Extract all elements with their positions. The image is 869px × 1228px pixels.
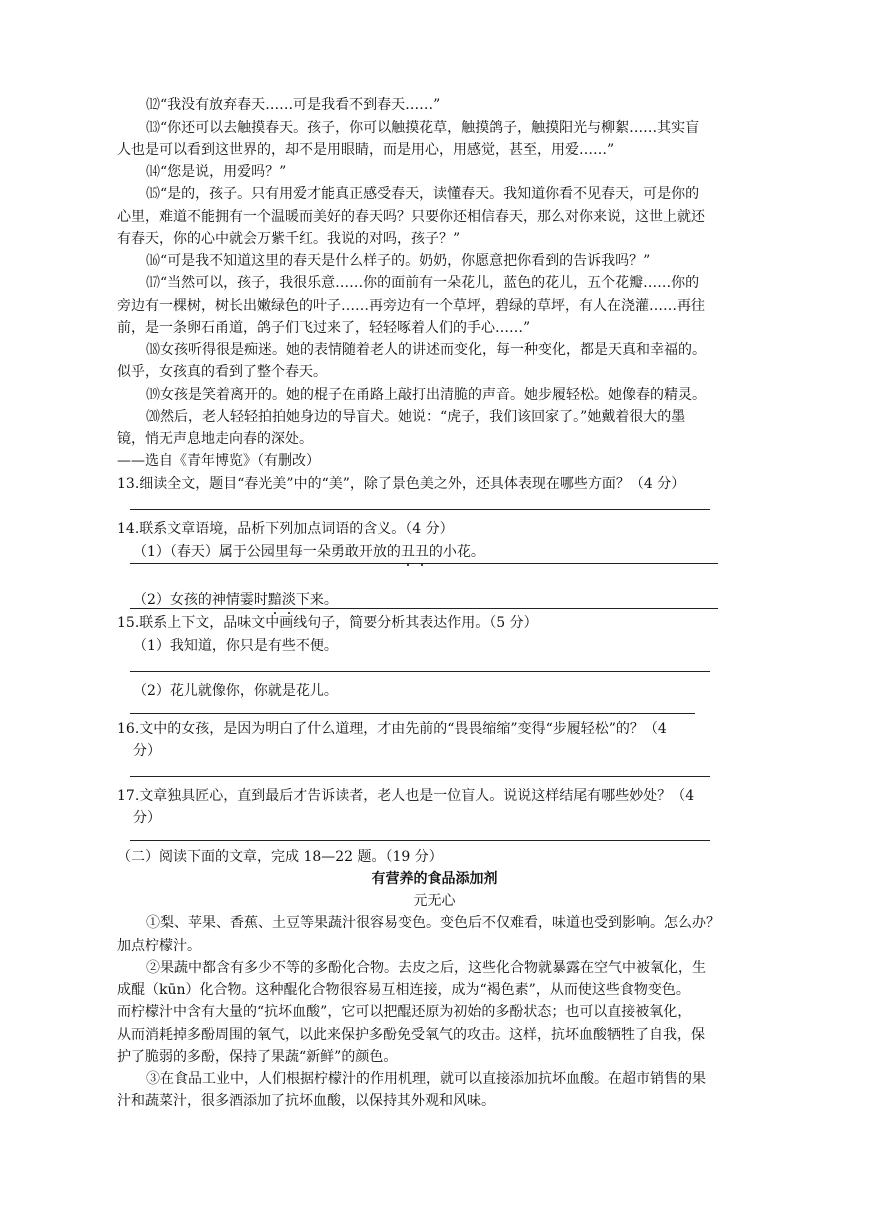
question-17-line-2: 分） xyxy=(133,810,161,826)
paragraph-17-line-2: 旁边有一棵树，树长出嫩绿色的叶子……再旁边有一个草坪，碧绿的草坪，有人在浇灌……再往 xyxy=(117,298,705,314)
article-paragraph-2-line-3: 而柠檬汁中含有大量的“抗坏血酸”，它可以把醌还原为初始的多酚状态；也可以直接被氧化， xyxy=(117,1004,692,1020)
paragraph-20-line-2: 镜，悄无声息地走向春的深处。 xyxy=(117,431,313,447)
answer-line-16 xyxy=(130,776,710,777)
paragraph-15-line-1: ⒂“是的，孩子。只有用爱才能真正感受春天，读懂春天。我知道你看不见春天，可是你的 xyxy=(146,186,700,202)
paragraph-16: ⒃“可是我不知道这里的春天是什么样子的。奶奶，你愿意把你看到的告诉我吗？” xyxy=(146,253,651,269)
paragraph-13-line-2: 人也是可以看到这世界的，却不是用眼睛，而是用心，用感觉，甚至，用爱……” xyxy=(117,142,615,158)
question-14-2-suffix: 下来。 xyxy=(295,592,338,608)
question-16-line-1: 16.文中的女孩，是因为明白了什么道理，才由先前的“畏畏缩缩”变得“步履轻松”的？（4 xyxy=(117,721,667,737)
article-paragraph-2-line-2: 成醌（kūn）化合物。这种醌化合物很容易互相连接，成为“褐色素”，从而使这些食物变色。 xyxy=(117,982,690,998)
answer-line-17 xyxy=(130,840,710,841)
question-14: 14.联系文章语境，品析下列加点词语的含义。（4 分） xyxy=(117,521,454,537)
question-14-1-prefix: （1）（春天）属于公园里每一朵勇敢开放的 xyxy=(133,544,401,560)
answer-line-15-1 xyxy=(130,671,710,672)
paragraph-12: ⑿“我没有放弃春天……可是我看不到春天……” xyxy=(146,97,441,113)
paragraph-17-line-3: 前，是一条卵石甬道，鸽子们飞过来了，轻轻啄着人们的手心……” xyxy=(117,320,531,336)
answer-line-15-2 xyxy=(130,713,695,714)
article-paragraph-1-line-2: 加点柠檬汁。 xyxy=(117,938,201,954)
article-paragraph-2-line-1: ②果蔬中都含有多少不等的多酚化合物。去皮之后，这些化合物就暴露在空气中被氧化，生 xyxy=(146,960,706,976)
paragraph-20-line-1: ⒇然后，老人轻轻拍拍她身边的导盲犬。她说：“虎子，我们该回家了。”她戴着很大的墨 xyxy=(146,409,686,425)
article-author: 元无心 xyxy=(413,893,456,909)
story-source: ——选自《青年博览》（有删改） xyxy=(117,453,320,469)
paragraph-13-line-1: ⒀“你还可以去触摸春天。孩子，你可以触摸花草，触摸鸽子，触摸阳光与柳絮……其实盲 xyxy=(146,120,700,136)
dotted-character: 丑 xyxy=(414,544,429,560)
article-paragraph-2-line-5: 护了脆弱的多酚，保持了果蔬“新鲜”的颜色。 xyxy=(117,1049,398,1065)
dotted-character: 丑 xyxy=(400,544,415,560)
dotted-character: 淡 xyxy=(281,592,296,608)
question-16-line-2: 分） xyxy=(133,743,161,759)
question-17-line-1: 17.文章独具匠心，直到最后才告诉读者，老人也是一位盲人。说说这样结尾有哪些妙处？（4 xyxy=(117,788,695,804)
article-title: 有营养的食品添加剂 xyxy=(371,871,498,887)
question-15-2: （2）花儿就像你，你就是花儿。 xyxy=(133,683,338,699)
question-13: 13.细读全文，题目“春光美”中的“美”，除了景色美之外，还具体表现在哪些方面？（4 分） xyxy=(117,476,686,492)
section-2-intro: （二）阅读下面的文章，完成 18—22 题。（19 分） xyxy=(117,849,443,865)
question-14-2-prefix: （2）女孩的神情霎时 xyxy=(133,592,268,608)
article-paragraph-1-line-1: ①梨、苹果、香蕉、土豆等果蔬汁很容易变色。变色后不仅难看，味道也受到影响。怎么办？ xyxy=(146,915,720,931)
paragraph-15-line-2: 心里，难道不能拥有一个温暖而美好的春天吗？只要你还相信春天，那么对你来说，这世上就还 xyxy=(117,209,705,225)
paragraph-18-line-2: 似乎，女孩真的看到了整个春天。 xyxy=(117,364,327,380)
paragraph-15-line-3: 有春天，你的心中就会万紫千红。我说的对吗，孩子？” xyxy=(117,231,461,247)
question-15: 15.联系上下文，品味文中画线句子，简要分析其表达作用。（5 分） xyxy=(117,615,538,631)
paragraph-18-line-1: ⒅女孩听得很是痴迷。她的表情随着老人的讲述而变化，每一种变化，都是天真和幸福的。 xyxy=(146,342,706,358)
article-paragraph-2-line-4: 从而消耗掉多酚周围的氧气，以此来保护多酚免受氧气的攻击。这样，抗坏血酸牺牲了自我，保 xyxy=(117,1027,705,1043)
question-14-1-suffix: 的小花。 xyxy=(428,544,485,560)
article-paragraph-3-line-1: ③在食品工业中，人们根据柠檬汁的作用机理，就可以直接添加抗坏血酸。在超市销售的果 xyxy=(146,1071,706,1087)
answer-line-13 xyxy=(130,509,710,510)
article-paragraph-3-line-2: 汁和蔬菜汁，很多酒添加了抗坏血酸，以保持其外观和风味。 xyxy=(117,1093,495,1109)
question-14-1 xyxy=(133,542,485,562)
question-14-2 xyxy=(133,590,338,610)
answer-line-14-1 xyxy=(130,563,718,564)
paragraph-17-line-1: ⒄“当然可以，孩子，我很乐意……你的面前有一朵花儿，蓝色的花儿，五个花瓣……你的 xyxy=(146,275,700,291)
question-15-1: （1）我知道，你只是有些不便。 xyxy=(133,638,338,654)
paragraph-14: ⒁“您是说，用爱吗？” xyxy=(146,164,287,180)
dotted-character: 黯 xyxy=(267,592,282,608)
answer-line-14-2 xyxy=(130,608,718,609)
paragraph-19: ⒆女孩是笑着离开的。她的棍子在甬路上敲打出清脆的声音。她步履轻松。她像春的精灵。 xyxy=(146,387,706,403)
